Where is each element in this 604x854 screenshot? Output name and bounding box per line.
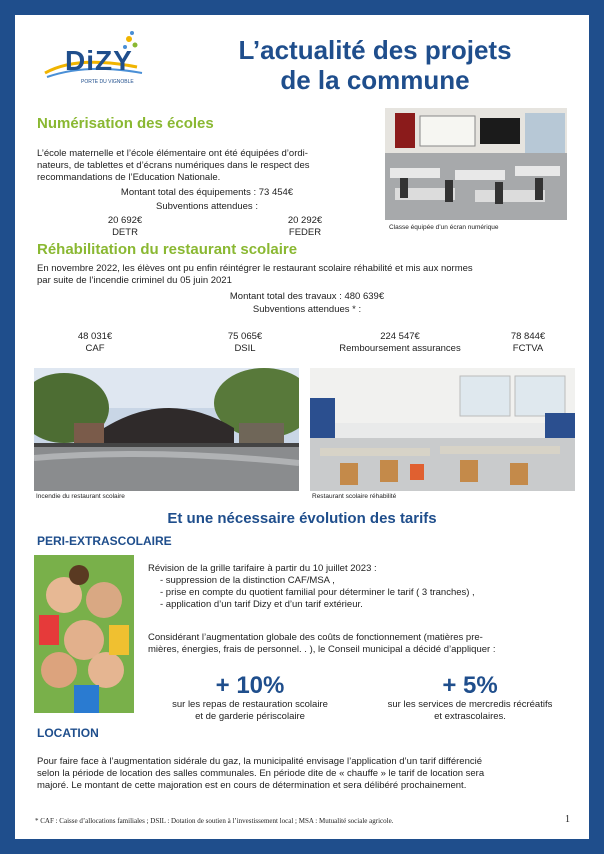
restaurant-para-line: En novembre 2022, les élèves ont pu enfin réintégrer le restaurant scolaire réhabilité et mis aux normes bbox=[37, 263, 473, 274]
classroom-photo bbox=[385, 108, 567, 220]
subvention-name: DSIL bbox=[234, 343, 256, 354]
ecoles-para-line: recommandations de l’Education Nationale. bbox=[37, 172, 221, 183]
location-line: Pour faire face à l’augmentation sidérale du gaz, la municipalité envisage l’application d’un tarif différencié bbox=[37, 756, 483, 767]
tarif-item: - suppression de la distinction CAF/MSA , bbox=[160, 575, 335, 586]
restaurant-subvention-assurances bbox=[315, 331, 485, 355]
subvention-amount: 20 292€ bbox=[287, 215, 323, 226]
restaurant-para-line: par suite de l’incendie criminel du 05 juin 2021 bbox=[37, 275, 232, 286]
considerant-paragraph bbox=[148, 632, 578, 656]
considerant-line: mières, énergies, frais de personnel. . ), le Conseil municipal a décidé d’appliquer : bbox=[148, 644, 496, 655]
subvention-amount: 78 844€ bbox=[510, 331, 546, 342]
location-heading: LOCATION bbox=[37, 726, 99, 740]
increase-5-value: + 5% bbox=[442, 672, 498, 699]
subvention-amount: 48 031€ bbox=[77, 331, 113, 342]
restaurant-subvention-dsil bbox=[205, 331, 285, 355]
page-title bbox=[175, 35, 575, 95]
page-number: 1 bbox=[565, 814, 570, 825]
ecoles-heading: Numérisation des écoles bbox=[37, 115, 214, 132]
subvention-amount: 20 692€ bbox=[107, 215, 143, 226]
subvention-amount: 224 547€ bbox=[380, 331, 420, 342]
tarif-item: - application d’un tarif Dizy et d’un tarif extérieur. bbox=[160, 599, 363, 610]
ecoles-para-line: nateurs, de tablettes et d’écrans numériques dans le respect des bbox=[37, 160, 310, 171]
restaurant-photo bbox=[310, 368, 575, 491]
increase-10-desc bbox=[155, 699, 345, 723]
increase-10-value: + 10% bbox=[215, 672, 285, 699]
fire-caption: Incendie du restaurant scolaire bbox=[36, 493, 125, 500]
ecoles-subventions-label: Subventions attendues : bbox=[156, 201, 258, 212]
title-line-2: de la commune bbox=[280, 65, 470, 95]
restaurant-subvention-fctva bbox=[493, 331, 563, 355]
kids-photo bbox=[34, 555, 134, 713]
restaurant-heading: Réhabilitation du restaurant scolaire bbox=[37, 241, 298, 258]
increase-10 bbox=[155, 673, 345, 723]
classroom-caption: Classe équipée d’un écran numérique bbox=[389, 224, 499, 231]
increase-desc-line: sur les repas de restauration scolaire bbox=[172, 699, 328, 710]
tarif-item: - prise en compte du quotient familial pour déterminer le tarif ( 3 tranches) , bbox=[160, 587, 475, 598]
ecoles-paragraph bbox=[37, 148, 377, 184]
location-line: majoré. Le montant de cette majoration est en cours de détermination et sera délibéré prochainement. bbox=[37, 780, 467, 791]
dizy-logo bbox=[37, 25, 152, 100]
page bbox=[15, 15, 589, 839]
tarifs-heading: Et une nécessaire évolution des tarifs bbox=[167, 510, 437, 527]
subvention-name: DETR bbox=[112, 227, 138, 238]
revision-text: Révision de la grille tarifaire à partir du 10 juillet 2023 : bbox=[148, 563, 377, 574]
location-line: selon la période de location des salles communales. En période dite de « chauffe » le tarif de location sera bbox=[37, 768, 485, 779]
fire-photo bbox=[34, 368, 299, 491]
restaurant-montant: Montant total des travaux : 480 639€ bbox=[229, 291, 385, 302]
ecoles-subvention-detr bbox=[75, 215, 175, 239]
considerant-line: Considérant l’augmentation globale des coûts de fonctionnement (matières pre- bbox=[148, 632, 483, 643]
subvention-name: FEDER bbox=[288, 227, 322, 238]
restaurant-subvention-caf bbox=[55, 331, 135, 355]
increase-5-desc bbox=[365, 699, 575, 723]
increase-desc-line: et extrascolaires. bbox=[434, 711, 506, 722]
subvention-name: CAF bbox=[85, 343, 105, 354]
ecoles-para-line: L’école maternelle et l’école élémentaire ont été équipées d’ordi- bbox=[37, 148, 308, 159]
subvention-name: Remboursement assurances bbox=[339, 343, 461, 354]
title-line-1: L’actualité des projets bbox=[238, 35, 512, 65]
increase-5 bbox=[365, 673, 575, 723]
peri-heading: PERI-EXTRASCOLAIRE bbox=[37, 534, 172, 548]
increase-desc-line: et de garderie périscolaire bbox=[195, 711, 305, 722]
restaurant-subventions-label: Subventions attendues * : bbox=[252, 304, 362, 315]
ecoles-subvention-feder bbox=[255, 215, 355, 239]
restaurant-caption: Restaurant scolaire réhabilité bbox=[312, 493, 397, 500]
location-paragraph bbox=[37, 756, 572, 792]
footnote: * CAF : Caisse d’allocations familiales ; DSIL : Dotation de soutien à l’investissement local ; MSA : Mutualité sociale agricole. bbox=[35, 817, 394, 825]
restaurant-paragraph bbox=[37, 263, 577, 287]
increase-desc-line: sur les services de mercredis récréatifs bbox=[387, 699, 553, 710]
subvention-amount: 75 065€ bbox=[227, 331, 263, 342]
logo-text: DiZY bbox=[65, 45, 133, 76]
logo-subtitle: PORTE DU VIGNOBLE bbox=[81, 79, 134, 85]
revision-block bbox=[148, 563, 578, 611]
ecoles-montant: Montant total des équipements : 73 454€ bbox=[120, 187, 294, 198]
subvention-name: FCTVA bbox=[512, 343, 544, 354]
